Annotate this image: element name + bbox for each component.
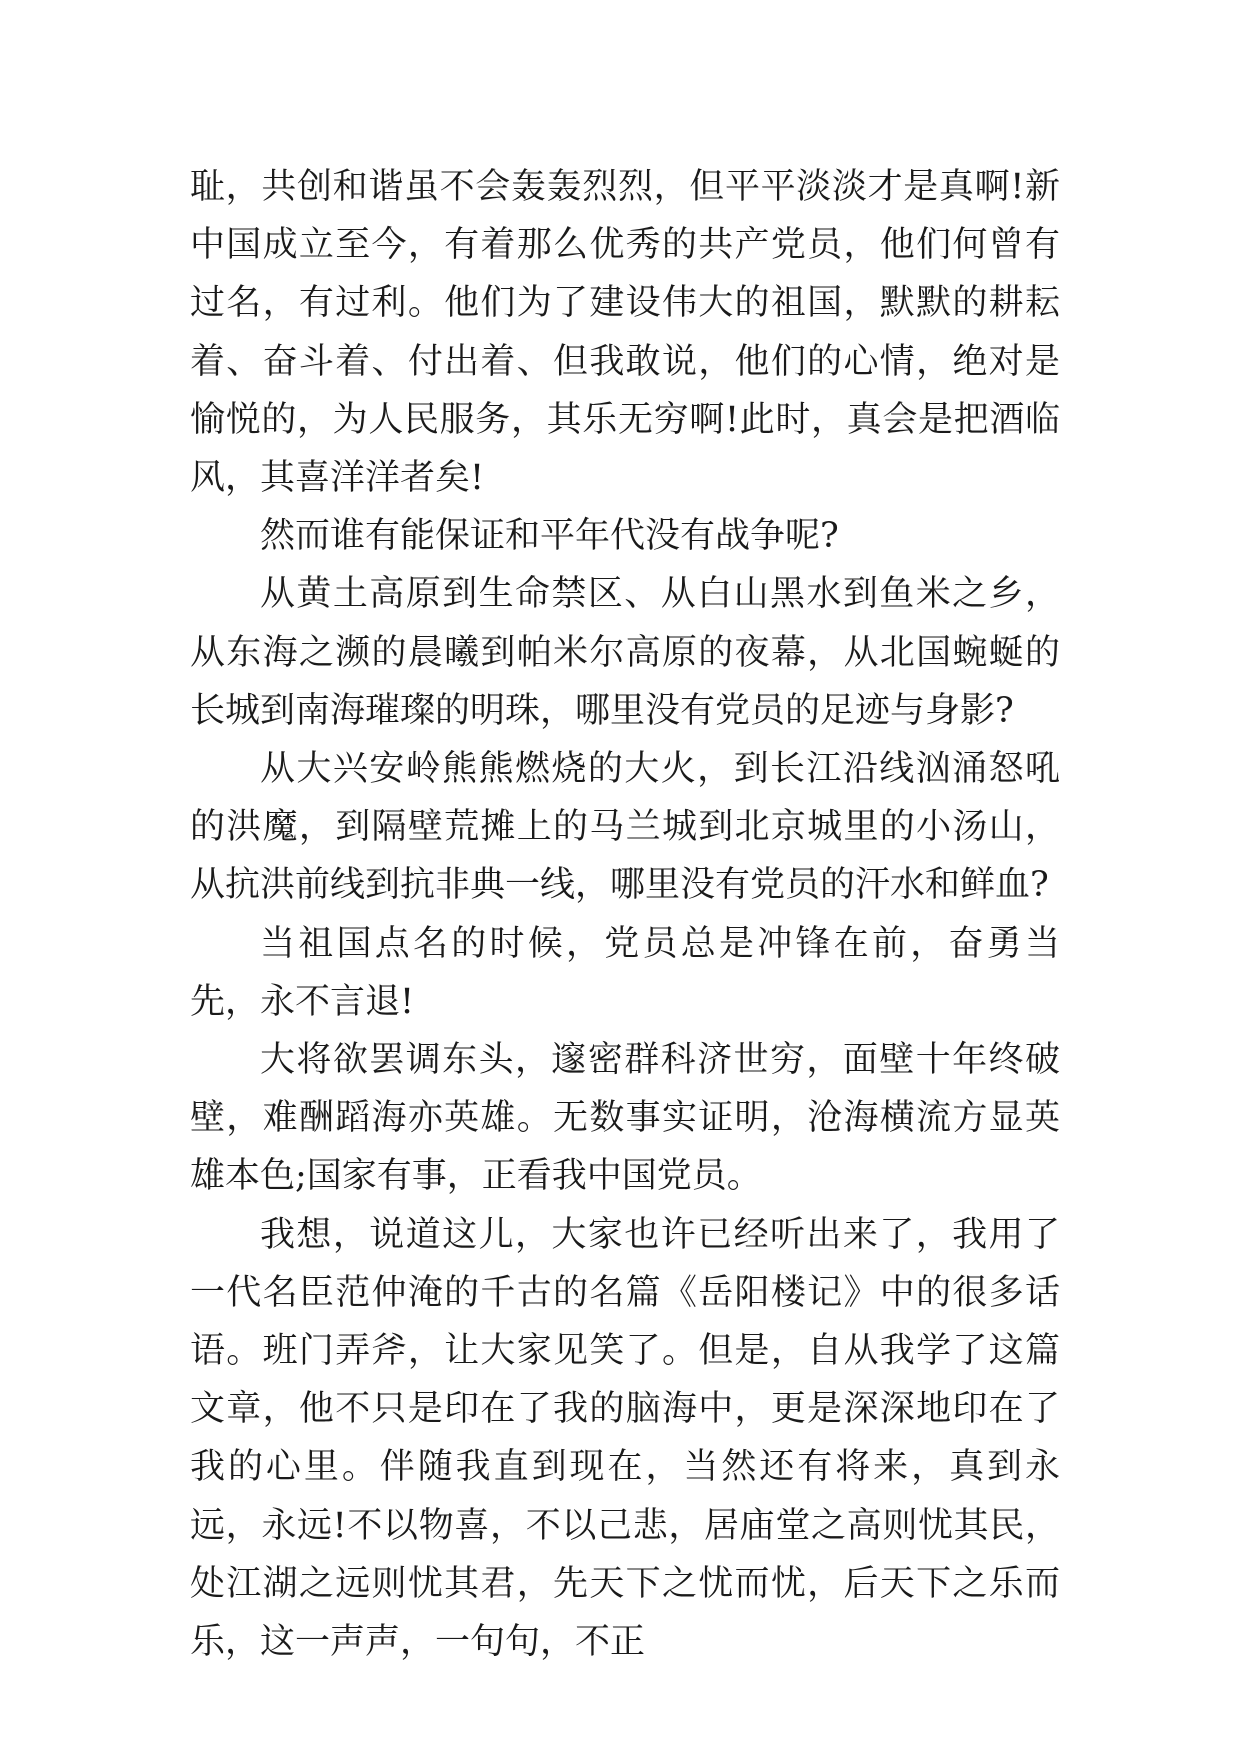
paragraph: 从大兴安岭熊熊燃烧的大火，到长江沿线汹涌怒吼的洪魔，到隔壁荒摊上的马兰城到北京城里的小汤山，从抗洪前线到抗非典一线，哪里没有党员的汗水和鲜血? [190, 749, 1060, 906]
paragraph: 大将欲罢调东头，邃密群科济世穷，面壁十年终破壁，难酬蹈海亦英雄。无数事实证明，沧海横流方显英雄本色;国家有事，正看我中国党员。 [190, 1040, 1060, 1197]
paragraph: 从黄土高原到生命禁区、从白山黑水到鱼米之乡，从东海之濒的晨曦到帕米尔高原的夜幕，从北国蜿蜒的长城到南海璀璨的明珠，哪里没有党员的足迹与身影? [190, 574, 1060, 731]
paragraph-continuation: 耻，共创和谐虽不会轰轰烈烈，但平平淡淡才是真啊!新中国成立至今，有着那么优秀的共产党员，他们何曾有过名，有过利。他们为了建设伟大的祖国，默默的耕耘着、奋斗着、付出着、但我敢说，他们的心情，绝对是愉悦的，为人民服务，其乐无穷啊!此时，真会是把酒临风，其喜洋洋者矣! [190, 167, 1060, 499]
paragraph: 然而谁有能保证和平年代没有战争呢? [260, 516, 839, 557]
document-body [190, 158, 1060, 1671]
paragraph: 当祖国点名的时候，党员总是冲锋在前，奋勇当先，永不言退! [190, 923, 1060, 1022]
paragraph: 我想，说道这儿，大家也许已经听出来了，我用了一代名臣范仲淹的千古的名篇《岳阳楼记》中的很多话语。班门弄斧，让大家见笑了。但是，自从我学了这篇文章，他不只是印在了我的脑海中，更是深深地印在了我的心里。伴随我直到现在，当然还有将来，真到永远，永远!不以物喜，不以己悲，居庙堂之高则忧其民，处江湖之远则忧其君，先天下之忧而忧，后天下之乐而乐，这一声声，一句句，不正 [190, 1214, 1060, 1663]
